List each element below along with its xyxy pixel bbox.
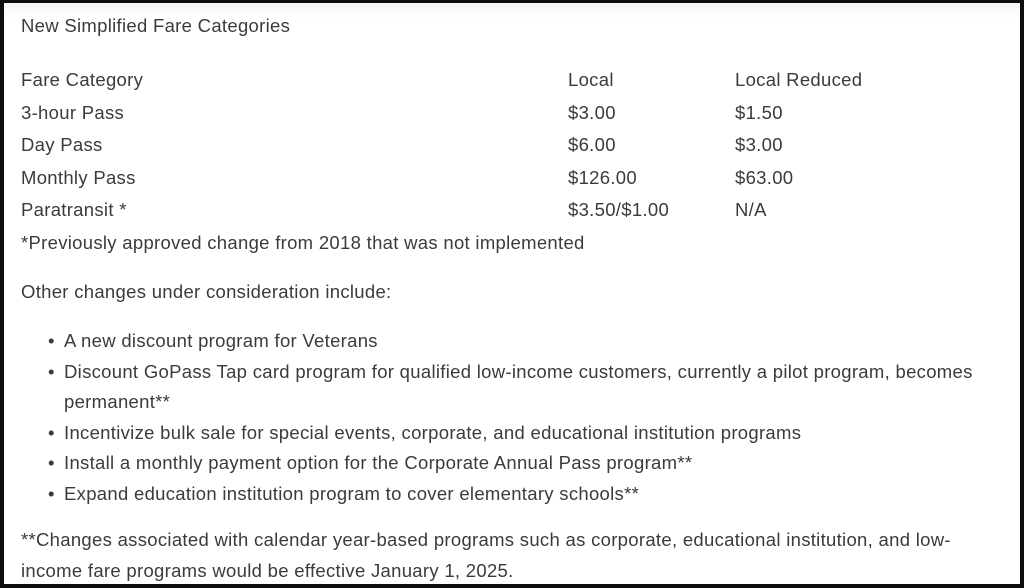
- fare-table: [21, 64, 1008, 227]
- table-row: [21, 162, 1008, 195]
- reduced-fare-cell: N/A: [735, 199, 767, 220]
- other-changes-heading: Other changes under consideration include:: [21, 281, 392, 302]
- page-title: New Simplified Fare Categories: [21, 15, 291, 36]
- bullet-text: A new discount program for Veterans: [64, 330, 378, 351]
- column-header-fare-category: Fare Category: [21, 69, 144, 90]
- reduced-fare-cell: $3.00: [735, 134, 783, 155]
- bullet-text: Incentivize bulk sale for special events, corporate, and educational institution programs: [64, 421, 802, 443]
- reduced-fare-cell: $63.00: [735, 166, 794, 188]
- local-fare-cell: $3.50/$1.00: [568, 199, 670, 220]
- list-item: [64, 418, 1008, 449]
- column-header-local-reduced: Local Reduced: [735, 69, 863, 90]
- reduced-fare-cell: $1.50: [735, 101, 783, 123]
- fare-category-cell: Monthly Pass: [21, 166, 136, 188]
- list-item: [64, 448, 1008, 479]
- double-asterisk-footnote: **Changes associated with calendar year-based programs such as corporate, educational institution, and low-income fare programs would be effective January 1, 2025.: [21, 529, 951, 581]
- bullet-text: Discount GoPass Tap card program for qualified low-income customers, currently a pilot program, becomes permanent**: [64, 360, 973, 412]
- table-row: [21, 194, 1008, 227]
- fare-category-cell: Paratransit *: [21, 199, 127, 220]
- table-header-row: [21, 64, 1008, 97]
- changes-bullet-list: [21, 326, 1008, 509]
- table-row: [21, 129, 1008, 162]
- column-header-local: Local: [568, 69, 614, 90]
- local-fare-cell: $6.00: [568, 134, 616, 155]
- list-item: [64, 326, 1008, 357]
- asterisk-footnote: *Previously approved change from 2018 that was not implemented: [21, 231, 585, 253]
- bullet-text: Install a monthly payment option for the Corporate Annual Pass program**: [64, 452, 693, 473]
- fare-category-cell: Day Pass: [21, 134, 103, 155]
- table-row: [21, 97, 1008, 130]
- local-fare-cell: $126.00: [568, 166, 637, 188]
- list-item: [64, 357, 1008, 418]
- list-item: [64, 479, 1008, 510]
- bullet-text: Expand education institution program to cover elementary schools**: [64, 482, 640, 504]
- fare-category-cell: 3-hour Pass: [21, 101, 125, 123]
- local-fare-cell: $3.00: [568, 101, 616, 123]
- table-body: [21, 97, 1008, 227]
